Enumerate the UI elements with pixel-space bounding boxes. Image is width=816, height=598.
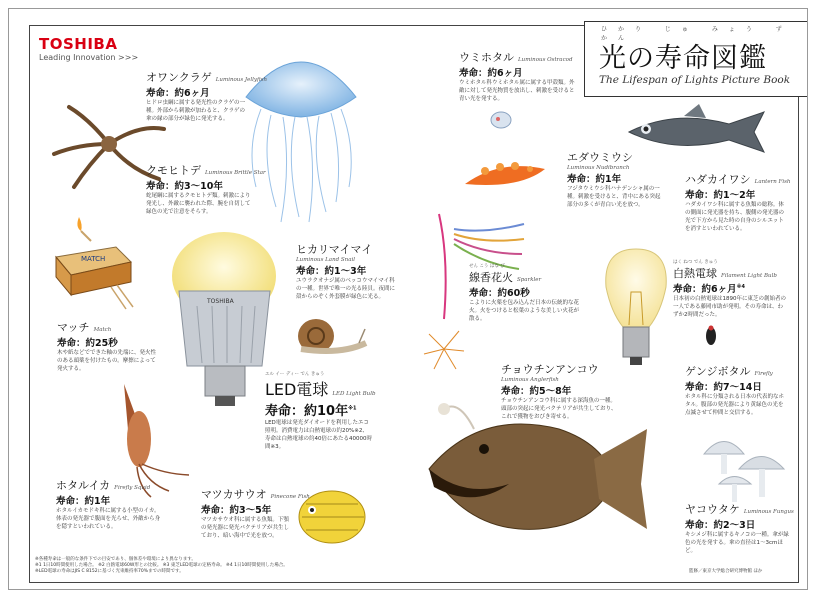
- entry-lifespan: 寿命：約60秒: [469, 288, 530, 299]
- entry-lifespan: 寿命：約2〜3日: [685, 520, 756, 531]
- entry-latin: Luminous Fungus: [743, 509, 794, 515]
- entry-latin: Lantern Fish: [754, 179, 791, 185]
- entry-name: ハダカイワシ: [685, 173, 751, 186]
- entry-latin: LED Light Bulb: [332, 391, 376, 397]
- entry-lifespan: 寿命：約6ヶ月: [146, 88, 210, 99]
- footnotes: [35, 557, 675, 575]
- entry-pineconefish: [201, 486, 310, 540]
- entry-lifespan: 寿命：約3〜10年: [146, 181, 223, 192]
- entry-latin: Pinecone Fish: [270, 494, 310, 500]
- entry-latin: Luminous Brittle Star: [205, 170, 266, 176]
- entry-description: 木や紙などでできた軸の先端に、発火性のある頭薬を付けたもの。摩擦によって発火する。: [57, 350, 157, 372]
- entry-latin: Luminous Jellyfish: [215, 77, 268, 83]
- entry-name: エダウミウシ: [567, 151, 633, 164]
- entry-name: ゲンジボタル: [685, 365, 751, 378]
- snail-illustration: [291, 311, 371, 356]
- entry-mushroom: [685, 501, 794, 555]
- entry-description: マツカサウオ科に属する魚類。下顎の発光器に発光バクテリアが共生しており、暗い海中で光を放つ。: [201, 517, 290, 539]
- entry-latin: Filament Light Bulb: [721, 273, 777, 279]
- entry-description: ヒドロ虫綱に属する発光性のクラゲの一種。外部から刺激が加わると、クラゲの傘の縁の部分が緑色に発光する。: [146, 100, 246, 122]
- entry-lifespan: 寿命：約1〜2年: [685, 190, 756, 201]
- entry-lifespan-note: ※4: [736, 283, 745, 290]
- led-bulb-label: TOSHIBA: [207, 298, 234, 305]
- entry-name: ヒカリマイマイ: [296, 243, 373, 256]
- entry-lifespan: 寿命：約10年: [265, 404, 349, 419]
- entry-description: 蛇尾綱に属するクモヒトデ類。刺激により発光し、外敵に襲われた際、腕を自切して緑色の光で注意をそらす。: [146, 193, 251, 215]
- entry-ostracod: [459, 49, 579, 103]
- nudibranch-illustration: [460, 149, 550, 194]
- footnote-line: ※各種寿命は一般的な条件下での目安であり、個体差や環境により異なります。: [35, 557, 196, 562]
- match-illustration: [51, 217, 141, 312]
- entry-lifespan: 寿命：約3〜5年: [201, 505, 272, 516]
- entry-nudibranch: [567, 149, 665, 209]
- entry-description: チョウチンアンコウ科に属する深海魚の一種。頭部の突起に発光バクテリアが共生しており、これで獲物をおびき寄せる。: [501, 398, 617, 420]
- entry-lifespan-note: ※1: [348, 405, 357, 412]
- mushroom-illustration: [699, 429, 789, 509]
- brand-tagline: Leading Innovation >>>: [39, 53, 139, 62]
- entry-description: ウミホタル科ウミホタル属に属する甲殻類。外敵に対して発光物質を放出し、刺激を受けると青い光を発する。: [459, 80, 575, 102]
- entry-name: クモヒトデ: [146, 164, 201, 177]
- entry-name: オワンクラゲ: [146, 71, 212, 84]
- match-box-label: MATCH: [81, 255, 106, 263]
- entry-brittlestar: [146, 162, 266, 216]
- entry-lifespan: 寿命：約7〜14日: [685, 382, 762, 393]
- footnote-line: ※1 1日10時間使用した場合。 ※2 白熱電球60W形との比較。 ※3 東芝LED電球の定格寿命。 ※4 1日10時間使用した場合。: [35, 563, 288, 568]
- entry-description: フジタウミウシ科ハナデンシャ属の一種。刺激を受けると、背中にある突起部分の多くが青白い光を放つ。: [567, 186, 661, 208]
- firefly-illustration: [699, 325, 723, 347]
- entry-anglerfish: [501, 361, 621, 421]
- credit: 監修／東京大学総合研究博物館 ほか: [689, 569, 763, 574]
- entry-snail: [296, 241, 396, 301]
- entry-description: ホタルイカモドキ科に属する小型のイカ。体表の発光器で腹面を光らせ、外敵から身を隠すといわれている。: [56, 508, 161, 530]
- entry-name: マツカサウオ: [201, 488, 267, 501]
- entry-name: ヤコウタケ: [685, 503, 740, 516]
- entry-description: ユウラクオナジ属のベッコウマイマイ科の一種。世界で唯一の光る陸貝。夜間に殻からのぞく外套膜が緑色に光る。: [296, 278, 396, 300]
- entry-name: 線香花火: [469, 271, 513, 284]
- entry-firefly: [685, 363, 789, 417]
- entry-jellyfish: [146, 69, 268, 123]
- entry-lifespan: 寿命：約1〜3年: [296, 266, 367, 277]
- entry-fireflysquid: [56, 477, 162, 531]
- entry-name: チョウチンアンコウ: [501, 363, 599, 376]
- entry-led: [265, 371, 376, 451]
- entry-sparkler: [469, 263, 579, 323]
- filament-bulb-illustration: [601, 247, 671, 377]
- entry-name: マッチ: [57, 321, 90, 334]
- entry-lifespan: 寿命：約6ヶ月: [673, 284, 737, 295]
- entry-latin: Luminous Land Snail: [296, 257, 355, 263]
- entry-name: LED電球: [265, 380, 329, 399]
- entry-latin: Luminous Nudibranch: [567, 165, 630, 171]
- entry-name: ホタルイカ: [56, 479, 111, 492]
- entry-lifespan: 寿命：約1年: [567, 174, 622, 185]
- entry-description: キシメジ科に属するキノコの一種。傘が緑色の光を発する。傘の直径は1〜3cmほど。: [685, 532, 789, 554]
- entry-lifespan: 寿命：約25秒: [57, 338, 118, 349]
- entry-name: 白熱電球: [673, 267, 717, 280]
- entry-description: こよりに火薬を包み込んだ日本の伝統的な花火。火をつけると松葉のような美しい火花が散る。: [469, 300, 580, 322]
- entry-lifespan: 寿命：約6ヶ月: [459, 68, 523, 79]
- entry-latin: Sparkler: [517, 277, 542, 283]
- entry-latin: Match: [93, 327, 112, 333]
- ostracod-illustration: [487, 106, 515, 136]
- entry-description: ハダカイワシ科に属する魚類の総称。体の側面に発光器を持ち、腹側の発光器の光で下方から見た時の自身のシルエットを消すといわれている。: [685, 202, 785, 232]
- entry-ruby: エル イー ディー でん きゅう: [265, 372, 325, 377]
- entry-description: 日本初の白熱電球は1890年に東芝の創始者の一人である藤岡市助が発明。その寿命は、わずか2時間だった。: [673, 296, 786, 318]
- entry-lifespan: 寿命：約1年: [56, 496, 111, 507]
- page-title: 光の寿命図鑑: [599, 43, 767, 74]
- entry-latin: Firefly: [754, 371, 773, 377]
- title-box: [584, 21, 808, 97]
- entry-latin: Luminous Anglerfish: [501, 377, 559, 383]
- entry-latin: Luminous Ostracod: [518, 57, 573, 63]
- entry-name: ウミホタル: [459, 51, 514, 64]
- brand-logo: TOSHIBA: [39, 35, 118, 53]
- entry-lifespan: 寿命：約5〜8年: [501, 386, 572, 397]
- entry-ruby: はく ねつ でん きゅう: [673, 260, 718, 265]
- page-subtitle: The Lifespan of Lights Picture Book: [599, 74, 791, 86]
- entry-latin: Firefly Squid: [114, 485, 151, 491]
- entry-description: ホタル科に分類される日本の代表的なホタル。腹部の発光器により黄緑色の光を点滅させて仲間と交信する。: [685, 394, 785, 416]
- entry-description: LED電球は発光ダイオードを利用したエコ照明。消費電力は白熱電球の約20%※2、寿命は白熱電球の約40倍にあたる40000時間※3。: [265, 420, 372, 450]
- entry-lanternfish: [685, 171, 791, 233]
- poster: [8, 8, 808, 590]
- title-ruby: ひかり じゅ みょう ず かん: [601, 26, 793, 42]
- entry-match: [57, 319, 161, 373]
- footnote-line: ※LED電球の寿命はJIS C 8152に基づく光束維持率70%までの時間です。: [35, 569, 184, 574]
- entry-ruby: せん こう はな び: [469, 264, 505, 269]
- entry-filament: [673, 259, 788, 319]
